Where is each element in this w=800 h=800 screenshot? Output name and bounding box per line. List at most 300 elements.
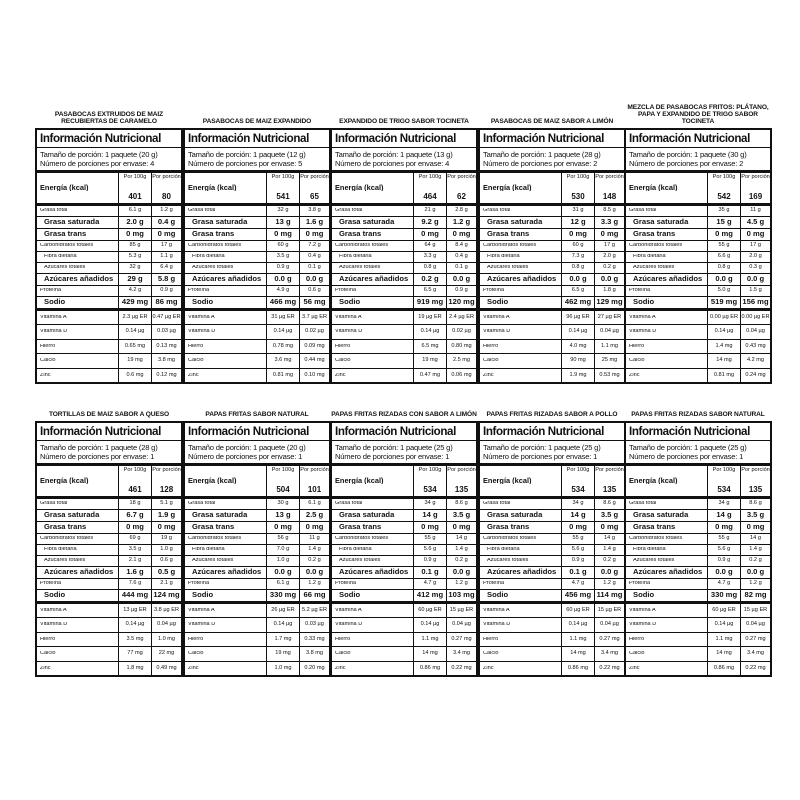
nutrient-row-sodio — [332, 590, 476, 604]
value-100g: 4.9 g — [266, 286, 299, 296]
value-portion: 0.49 mg — [151, 662, 181, 676]
nutrient-name: Proteína — [40, 287, 62, 293]
nutrition-label — [478, 421, 626, 677]
value-portion: 0.12 mg — [151, 369, 181, 383]
serving-info — [480, 148, 624, 173]
vitamin-row-hierro — [480, 340, 624, 355]
nutrient-row-grasa-saturada — [185, 217, 329, 229]
value-100g: 1.4 mg — [707, 340, 740, 354]
value-100g: 462 mg — [561, 297, 594, 308]
value-100g: 1.1 mg — [707, 633, 740, 647]
vitamins-table — [332, 604, 476, 676]
nutrient-name: Grasa trans — [44, 230, 87, 238]
value-portion: 0.22 mg — [446, 662, 476, 676]
value-100g: 60 µg ER — [707, 604, 740, 618]
value-portion: 1.0 g — [151, 545, 181, 555]
value-100g: 55 g — [413, 534, 446, 544]
value-portion: 2.1 g — [151, 579, 181, 589]
servings-per-container: Número de porciones por envase: 5 — [188, 158, 303, 168]
value-100g: 55 g — [707, 534, 740, 544]
vitamin-row-hierro — [332, 633, 476, 648]
nutrient-name: Grasa total — [40, 207, 68, 213]
nutrient-name: Grasa total — [335, 500, 363, 506]
product-panel-2 — [183, 118, 331, 384]
vitamin-name: Calcio — [40, 651, 56, 657]
nutrient-name: Azúcares añadidos — [192, 275, 262, 283]
col-header-100g: Por 100g — [566, 173, 590, 180]
product-title: EXPANDIDO DE TRIGO SABOR TOCINETA — [339, 118, 469, 125]
value-portion: 1.9 g — [151, 510, 181, 521]
label-heading: Información Nutricional — [332, 423, 476, 441]
vitamin-row-calcio — [626, 354, 770, 369]
vitamin-row-vitamina-d — [332, 325, 476, 340]
nutrient-row-grasa-trans — [37, 229, 181, 241]
vitamin-row-hierro — [37, 340, 181, 355]
value-portion: 15 µg ER — [446, 604, 476, 618]
value-portion: 0.43 mg — [740, 340, 770, 354]
nutrition-label — [35, 128, 183, 384]
value-100g: 519 mg — [707, 297, 740, 308]
nutrient-name: Fibra dietaria — [633, 253, 666, 259]
value-portion: 3.5 g — [594, 510, 624, 521]
value-100g: 4.7 g — [561, 579, 594, 589]
energy-100g: 504 — [276, 484, 290, 494]
nutrients-table — [332, 499, 476, 604]
product-panel-8 — [330, 411, 478, 677]
vitamin-row-hierro — [37, 633, 181, 648]
nutrient-name: Carbohidratos totales — [483, 535, 537, 541]
energy-portion: 148 — [602, 191, 617, 201]
value-100g: 14 mg — [413, 647, 446, 661]
value-portion: 1.1 g — [151, 252, 181, 262]
vitamin-name: Calcio — [188, 358, 204, 364]
value-portion: 0.9 g — [446, 286, 476, 296]
value-portion: 0.47 µg ER — [151, 311, 181, 325]
value-100g: 0.14 µg — [413, 618, 446, 632]
value-portion: 0.27 mg — [594, 633, 624, 647]
vitamin-row-vitamina-d — [185, 325, 329, 340]
serving-size: Tamaño de porción: 1 paquete (25 g) — [629, 442, 747, 452]
value-100g: 0.14 µg — [561, 618, 594, 632]
value-100g: 3.5 g — [118, 545, 151, 555]
nutrients-table — [626, 499, 770, 604]
value-100g: 60 g — [561, 241, 594, 251]
nutrient-row-grasa-total — [480, 499, 624, 510]
value-portion: 0.04 µg — [740, 325, 770, 339]
nutrient-name: Grasa trans — [487, 523, 530, 531]
nutrient-name: Grasa saturada — [44, 218, 100, 226]
energy-label: Energía (kcal) — [40, 476, 89, 485]
energy-label: Energía (kcal) — [629, 476, 678, 485]
energy-100g: 461 — [128, 484, 142, 494]
nutrient-name: Sodio — [633, 591, 655, 599]
value-portion: 0.0 g — [446, 274, 476, 285]
value-portion: 0.2 g — [594, 556, 624, 566]
value-portion: 1.2 g — [446, 579, 476, 589]
vitamin-row-vitamina-a — [332, 604, 476, 619]
vitamin-row-hierro — [332, 340, 476, 355]
energy-100g: 541 — [276, 191, 290, 201]
value-100g: 0.1 g — [561, 567, 594, 578]
value-100g: 30 g — [266, 499, 299, 509]
value-portion: 2.5 mg — [446, 354, 476, 368]
nutrient-row-grasa-total — [626, 499, 770, 510]
value-100g: 0.65 mg — [118, 340, 151, 354]
energy-portion: 128 — [159, 484, 174, 494]
value-100g: 0.14 µg — [707, 325, 740, 339]
nutrient-name: Sodio — [487, 298, 509, 306]
nutrient-row-grasa-trans — [37, 522, 181, 534]
vitamin-row-vitamina-a — [626, 311, 770, 326]
nutrition-label — [624, 128, 772, 384]
nutrient-row-azucares-anadidos — [37, 274, 181, 286]
vitamin-name: Calcio — [629, 358, 645, 364]
value-100g: 1.1 mg — [561, 633, 594, 647]
energy-row — [626, 466, 770, 499]
value-portion: 2.8 g — [446, 206, 476, 216]
value-portion: 5.2 µg ER — [299, 604, 329, 618]
nutrition-label — [183, 421, 331, 677]
value-100g: 0 mg — [707, 229, 740, 240]
nutrient-row-grasa-saturada — [332, 510, 476, 522]
nutrient-row-proteina — [37, 286, 181, 297]
value-portion: 0.02 µg — [299, 325, 329, 339]
value-100g: 330 mg — [707, 590, 740, 601]
vitamin-row-zinc — [185, 369, 329, 383]
nutrient-name: Carbohidratos totales — [483, 242, 537, 248]
nutrient-name: Azúcares añadidos — [44, 568, 114, 576]
vitamin-row-vitamina-a — [626, 604, 770, 619]
nutrient-row-grasa-trans — [185, 522, 329, 534]
value-portion: 0.02 µg — [446, 325, 476, 339]
value-100g: 7.0 g — [266, 545, 299, 555]
serving-size: Tamaño de porción: 1 paquete (30 g) — [629, 149, 747, 159]
nutrient-name: Grasa saturada — [487, 511, 543, 519]
col-header-portion: Por porción — [300, 466, 329, 473]
nutrient-name: Fibra dietaria — [339, 546, 372, 552]
col-header-portion: Por porción — [595, 173, 624, 180]
nutrients-table — [626, 206, 770, 311]
value-portion: 1.5 g — [740, 286, 770, 296]
value-portion: 0.1 g — [446, 263, 476, 273]
nutrient-name: Proteína — [188, 580, 210, 586]
value-100g: 14 g — [707, 510, 740, 521]
value-portion: 3.8 mg — [299, 647, 329, 661]
nutrient-name: Azúcares totales — [487, 557, 529, 563]
value-portion: 0.22 mg — [740, 662, 770, 676]
nutrient-name: Proteína — [629, 580, 651, 586]
value-100g: 0.0 g — [266, 274, 299, 285]
nutrient-name: Grasa saturada — [487, 218, 543, 226]
energy-label: Energía (kcal) — [188, 476, 237, 485]
product-title: PASABOCAS EXTRUIDOS DE MAIZ RECUBIERTAS DE CARAMELO — [54, 111, 164, 125]
value-100g: 0 mg — [561, 229, 594, 240]
value-100g: 14 g — [561, 510, 594, 521]
nutrients-table — [185, 206, 329, 311]
nutrient-row-grasa-trans — [626, 229, 770, 241]
value-portion: 0 mg — [740, 229, 770, 240]
nutrient-row-azucares-totales — [37, 556, 181, 567]
value-100g: 0.14 µg — [413, 325, 446, 339]
serving-size: Tamaño de porción: 1 paquete (25 g) — [335, 442, 453, 452]
value-portion: 0.53 mg — [594, 369, 624, 383]
value-100g: 64 g — [413, 241, 446, 251]
col-header-portion: Por porción — [447, 466, 476, 473]
nutrient-row-grasa-trans — [626, 522, 770, 534]
vitamin-name: Hierro — [188, 343, 204, 349]
nutrient-name: Carbohidratos totales — [188, 535, 242, 541]
value-portion: 0.03 µg — [151, 325, 181, 339]
serving-info — [185, 148, 329, 173]
energy-portion: 62 — [457, 191, 466, 201]
energy-row — [480, 173, 624, 206]
nutrient-row-proteina — [37, 579, 181, 590]
nutrient-name: Grasa saturada — [339, 511, 395, 519]
nutrient-row-sodio — [626, 590, 770, 604]
value-portion: 0.09 mg — [299, 340, 329, 354]
value-portion: 1.4 g — [594, 545, 624, 555]
vitamin-name: Vitamina A — [40, 607, 67, 613]
value-portion: 0 mg — [446, 522, 476, 533]
value-100g: 5.6 g — [561, 545, 594, 555]
nutrient-name: Azúcares añadidos — [192, 568, 262, 576]
nutrient-name: Sodio — [192, 591, 214, 599]
value-100g: 14 mg — [707, 354, 740, 368]
vitamin-name: Hierro — [40, 636, 56, 642]
label-heading: Información Nutricional — [332, 130, 476, 148]
vitamin-row-calcio — [480, 647, 624, 662]
nutrient-row-grasa-saturada — [480, 217, 624, 229]
nutrient-name: Fibra dietaria — [192, 253, 225, 259]
nutrient-name: Grasa saturada — [44, 511, 100, 519]
value-100g: 0.8 g — [413, 263, 446, 273]
vitamin-name: Zinc — [629, 372, 640, 378]
serving-info — [480, 441, 624, 466]
energy-label: Energía (kcal) — [40, 183, 89, 192]
value-100g: 34 g — [413, 499, 446, 509]
value-100g: 5.3 g — [118, 252, 151, 262]
value-portion: 0.33 mg — [299, 633, 329, 647]
nutrient-name: Grasa total — [483, 207, 511, 213]
col-header-100g: Por 100g — [271, 466, 295, 473]
vitamin-name: Vitamina A — [629, 314, 656, 320]
value-100g: 2.1 g — [118, 556, 151, 566]
nutrient-row-carbohidratos-totales — [626, 534, 770, 545]
value-portion: 3.8 µg ER — [151, 604, 181, 618]
value-portion: 1.2 g — [299, 579, 329, 589]
nutrient-row-grasa-trans — [480, 522, 624, 534]
nutrient-name: Azúcares totales — [44, 557, 86, 563]
product-panel-6 — [35, 411, 183, 677]
value-100g: 2.3 µg ER — [118, 311, 151, 325]
nutrient-name: Carbohidratos totales — [629, 242, 683, 248]
energy-100g: 534 — [717, 484, 731, 494]
nutrient-row-grasa-saturada — [185, 510, 329, 522]
nutrient-name: Carbohidratos totales — [335, 242, 389, 248]
nutrition-label — [478, 128, 626, 384]
value-100g: 0.81 mg — [266, 369, 299, 383]
value-100g: 15 g — [707, 217, 740, 228]
vitamin-row-calcio — [37, 354, 181, 369]
product-title: PASABOCAS DE MAIZ SABOR A LIMÓN — [490, 118, 614, 125]
value-100g: 4.2 g — [118, 286, 151, 296]
nutrient-name: Azúcares totales — [339, 264, 381, 270]
col-header-100g: Por 100g — [418, 173, 442, 180]
col-header-portion: Por porción — [152, 466, 181, 473]
nutrient-name: Fibra dietaria — [339, 253, 372, 259]
value-portion: 0.04 µg — [740, 618, 770, 632]
nutrition-label — [35, 421, 183, 677]
nutrient-name: Grasa total — [40, 500, 68, 506]
nutrient-row-proteina — [185, 579, 329, 590]
value-portion: 8.6 g — [446, 499, 476, 509]
vitamin-row-hierro — [626, 633, 770, 648]
nutrient-name: Grasa trans — [44, 523, 87, 531]
product-title: PAPAS FRITAS RIZADAS SABOR NATURAL — [631, 411, 765, 418]
vitamins-table — [626, 604, 770, 676]
vitamin-row-hierro — [185, 633, 329, 648]
value-portion: 3.5 g — [446, 510, 476, 521]
vitamin-row-hierro — [626, 340, 770, 355]
vitamin-row-calcio — [626, 647, 770, 662]
energy-100g: 401 — [128, 191, 142, 201]
vitamin-row-zinc — [626, 662, 770, 676]
vitamin-row-calcio — [480, 354, 624, 369]
vitamin-row-zinc — [626, 369, 770, 383]
col-header-portion: Por porción — [741, 173, 770, 180]
vitamin-name: Zinc — [335, 372, 346, 378]
nutrient-name: Grasa saturada — [633, 511, 689, 519]
vitamin-name: Vitamina D — [40, 622, 68, 628]
value-100g: 0.6 mg — [118, 369, 151, 383]
nutrient-row-grasa-saturada — [626, 510, 770, 522]
servings-per-container: Número de porciones por envase: 1 — [40, 451, 155, 461]
value-100g: 14 mg — [707, 647, 740, 661]
nutrient-name: Sodio — [339, 591, 361, 599]
value-portion: 2.5 g — [299, 510, 329, 521]
value-100g: 7.6 g — [118, 579, 151, 589]
nutrient-name: Azúcares totales — [192, 264, 234, 270]
col-header-portion: Por porción — [741, 466, 770, 473]
value-100g: 456 mg — [561, 590, 594, 601]
value-100g: 13 g — [266, 510, 299, 521]
serving-info — [185, 441, 329, 466]
vitamin-row-zinc — [480, 662, 624, 676]
value-portion: 82 mg — [740, 590, 770, 601]
serving-info — [332, 441, 476, 466]
vitamin-name: Vitamina D — [188, 622, 216, 628]
value-100g: 466 mg — [266, 297, 299, 308]
value-portion: 0.9 g — [151, 286, 181, 296]
value-portion: 0.6 g — [151, 556, 181, 566]
value-100g: 29 g — [118, 274, 151, 285]
nutrient-name: Grasa trans — [339, 523, 382, 531]
energy-100g: 534 — [571, 484, 585, 494]
label-heading: Información Nutricional — [37, 423, 181, 441]
value-100g: 0.86 mg — [561, 662, 594, 676]
value-portion: 66 mg — [299, 590, 329, 601]
value-portion: 11 g — [740, 206, 770, 216]
vitamin-name: Vitamina D — [40, 329, 68, 335]
value-100g: 0.86 mg — [707, 662, 740, 676]
vitamin-row-vitamina-d — [332, 618, 476, 633]
value-portion: 0.10 mg — [299, 369, 329, 383]
nutrient-row-azucares-totales — [185, 556, 329, 567]
value-100g: 0.9 g — [413, 556, 446, 566]
nutrient-name: Fibra dietaria — [192, 546, 225, 552]
value-portion: 15 µg ER — [740, 604, 770, 618]
value-portion: 0.0 g — [446, 567, 476, 578]
value-100g: 3.3 g — [413, 252, 446, 262]
value-100g: 55 g — [707, 241, 740, 251]
product-title: TORTILLAS DE MAIZ SABOR A QUESO — [48, 411, 170, 418]
vitamin-row-vitamina-a — [332, 311, 476, 326]
value-portion: 0.13 mg — [151, 340, 181, 354]
value-100g: 0.81 mg — [707, 369, 740, 383]
value-portion: 56 mg — [299, 297, 329, 308]
nutrient-row-grasa-total — [185, 206, 329, 217]
value-portion: 0.0 g — [299, 274, 329, 285]
value-100g: 96 µg ER — [561, 311, 594, 325]
servings-per-container: Número de porciones por envase: 2 — [483, 158, 598, 168]
vitamins-table — [185, 311, 329, 383]
value-100g: 6.1 g — [118, 206, 151, 216]
nutrient-name: Grasa total — [188, 500, 216, 506]
nutrient-name: Proteína — [188, 287, 210, 293]
energy-row — [480, 466, 624, 499]
label-heading: Información Nutricional — [37, 130, 181, 148]
energy-100g: 530 — [571, 191, 585, 201]
value-portion: 3.4 mg — [594, 647, 624, 661]
value-portion: 27 µg ER — [594, 311, 624, 325]
value-100g: 13 g — [266, 217, 299, 228]
value-100g: 0.9 g — [707, 556, 740, 566]
value-portion: 4.5 g — [740, 217, 770, 228]
energy-100g: 464 — [423, 191, 437, 201]
nutrient-name: Azúcares totales — [633, 557, 675, 563]
nutrient-name: Fibra dietaria — [44, 546, 77, 552]
col-header-100g: Por 100g — [418, 466, 442, 473]
value-100g: 19 mg — [266, 647, 299, 661]
product-panel-10 — [624, 411, 772, 677]
nutrient-name: Sodio — [192, 298, 214, 306]
nutrient-row-azucares-anadidos — [332, 274, 476, 286]
value-portion: 8.6 g — [594, 499, 624, 509]
vitamin-row-calcio — [185, 354, 329, 369]
value-100g: 0.0 g — [266, 567, 299, 578]
value-portion: 0.4 g — [446, 252, 476, 262]
label-heading: Información Nutricional — [185, 130, 329, 148]
value-100g: 69 g — [118, 534, 151, 544]
vitamin-name: Zinc — [188, 665, 199, 671]
nutrient-row-fibra-dietaria — [37, 252, 181, 263]
nutrients-table — [332, 206, 476, 311]
energy-portion: 80 — [162, 191, 171, 201]
value-portion: 0.5 g — [151, 567, 181, 578]
serving-size: Tamaño de porción: 1 paquete (13 g) — [335, 149, 453, 159]
servings-per-container: Número de porciones por envase: 1 — [188, 451, 303, 461]
value-100g: 4.0 mg — [561, 340, 594, 354]
nutrition-label — [183, 128, 331, 384]
nutrient-row-fibra-dietaria — [626, 252, 770, 263]
nutrient-row-proteina — [480, 286, 624, 297]
value-portion: 1.2 g — [446, 217, 476, 228]
nutrient-row-carbohidratos-totales — [37, 241, 181, 252]
nutrient-name: Grasa saturada — [633, 218, 689, 226]
nutrient-row-azucares-totales — [480, 263, 624, 274]
value-100g: 1.8 mg — [118, 662, 151, 676]
nutrient-row-sodio — [37, 590, 181, 604]
